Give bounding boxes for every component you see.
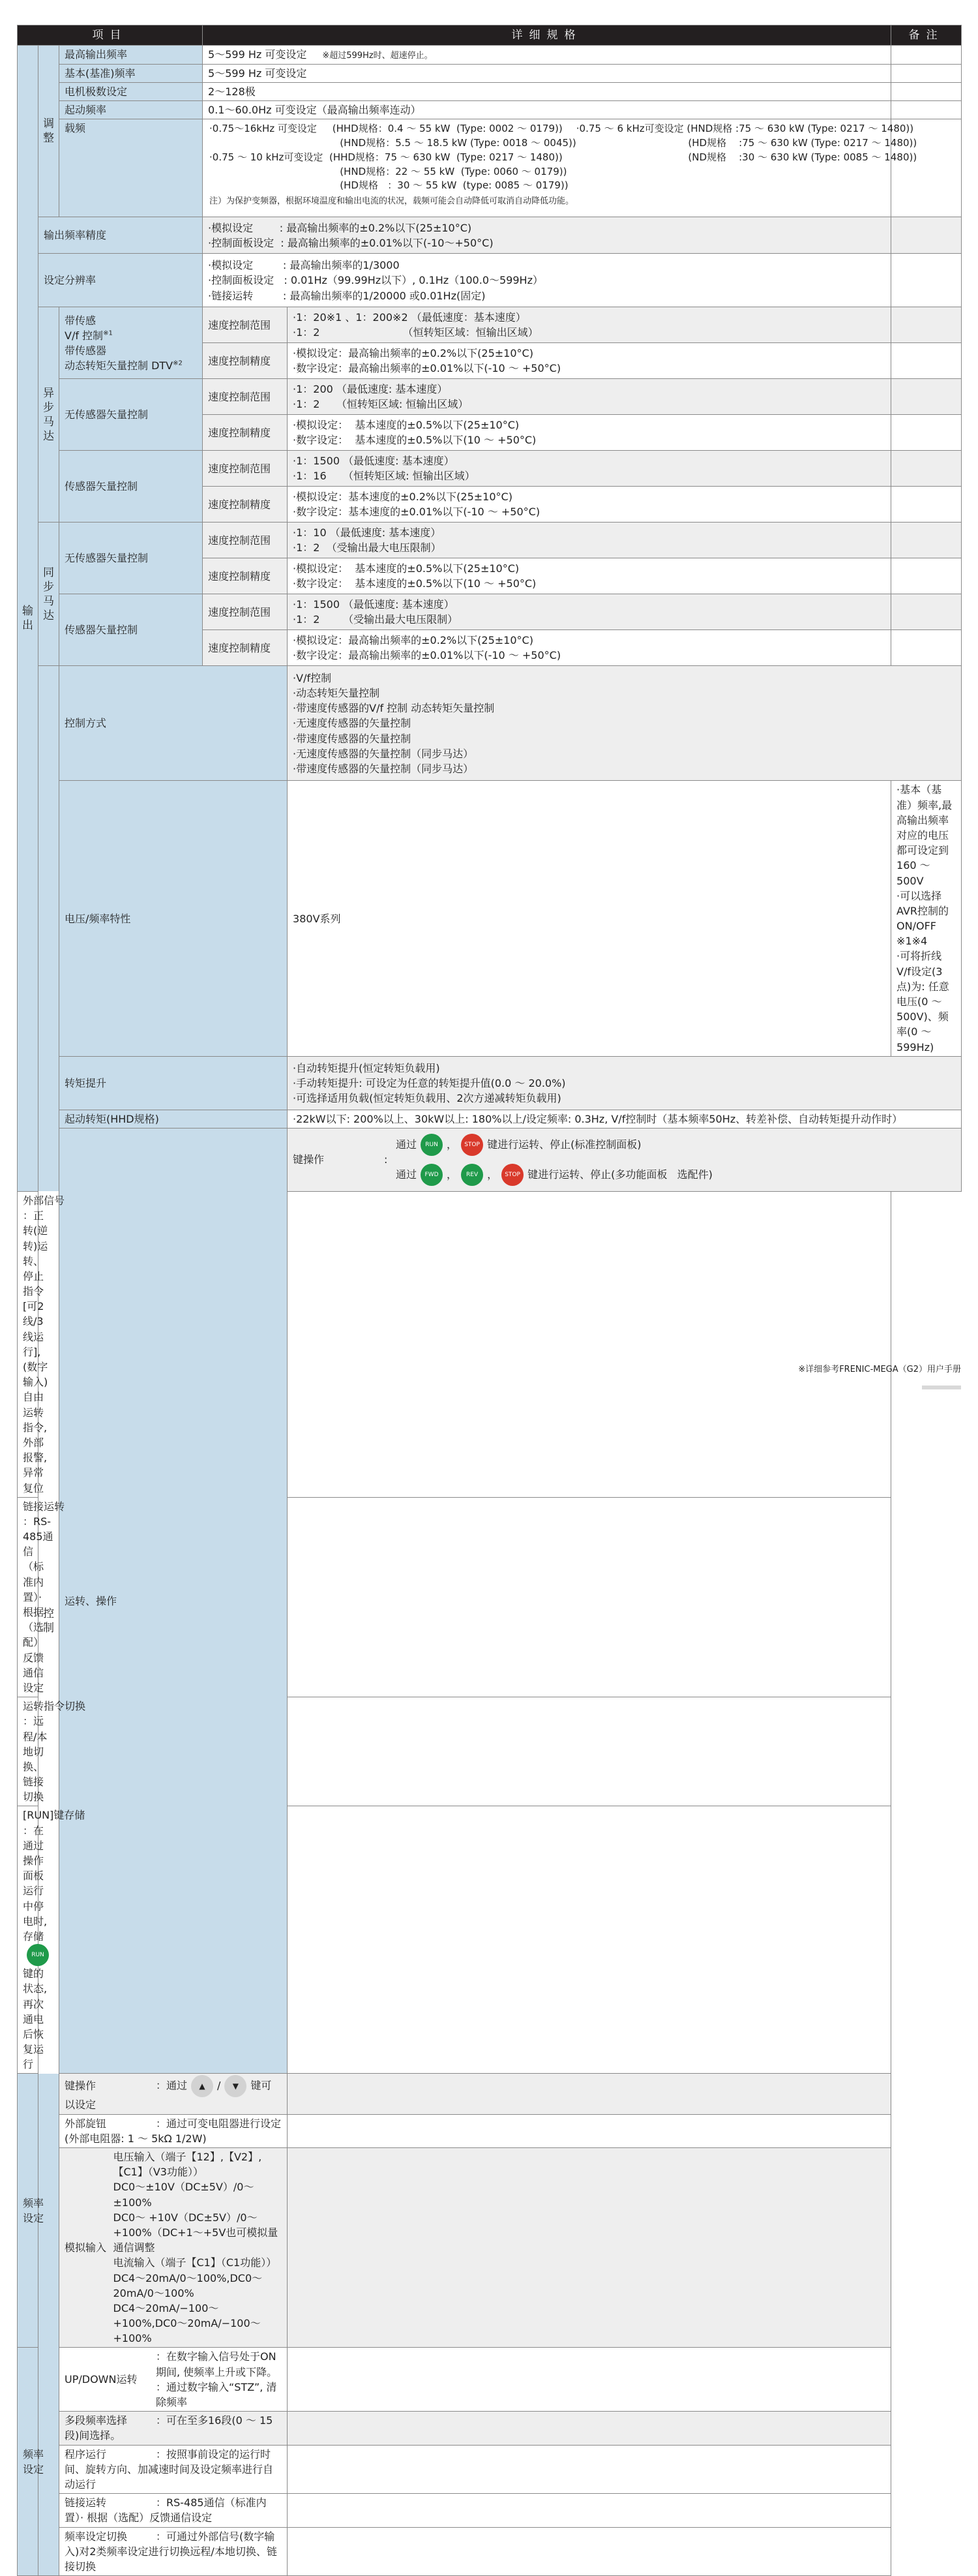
table-row [18,2445,962,2494]
row-spec: ·1：10 （最低速度: 基本速度） ·1：2 （受输出最大电压限制） [288,523,891,558]
row-series: 380V系列 [288,781,891,1056]
row-label: 基本(基准)频率 [59,64,203,82]
row-spec: ·模拟设定： 基本速度的±0.5%以下(25±10°C) ·数字设定： 基本速度的±0.5%以下(10 ～ +50°C) [288,415,891,451]
row-spec: 链接运转：RS-485通信（标准内置）· 根据（选配）反馈通信设定 [18,1497,59,1697]
row-label: 起动转矩(HHD规格) [59,1110,288,1128]
group-sync-motor: 同步马达 [38,523,59,666]
stop-key-icon: STOP [461,1134,483,1156]
row-spec: ·模拟设定：基本速度的±0.2%以下(25±10°C) ·数字设定：基本速度的±0.01%以下(-10 ～ +50°C) [288,487,891,523]
fwd-key-icon: FWD [421,1164,443,1186]
down-key-icon: ▼ [224,2075,246,2097]
table-row [18,119,962,217]
row-spec: 键操作 ：通过 ▲ / ▼ 键可以设定 [59,2074,288,2114]
row-remarks [891,594,962,630]
table-row [18,64,962,82]
sub-label: 运转指令切换 [23,1700,86,1713]
table-row [18,2494,962,2527]
table-row [18,2074,962,2114]
sub-label: 模拟输入 [65,2241,107,2254]
row-remarks [288,2114,891,2147]
rev-key-icon: REV [461,1164,483,1186]
row-label: 无传感器矢量控制 [59,379,203,451]
sub-label: 速度控制精度 [203,415,288,451]
row-spec: ·V/f控制 ·动态转矩矢量控制 ·带速度传感器的V/f 控制 动态转矩矢量控制 ·无速度传感器的矢量控制 ·带速度传感器的矢量控制 ·无速度传感器的矢量控制（同步马达） ·带速度传感器的矢量控制（同步马达） [288,666,962,781]
table-row [18,666,962,781]
table-row [18,217,962,254]
row-label: 频率设定 [18,2348,59,2576]
row-spec: ·模拟设定 : 最高输出频率的1/3000 ·控制面板设定 : 0.01Hz（99.99Hz以下）, 0.1Hz（100.0～599Hz） ·链接运转 : 最高输出频率的1/20000 或0.01Hz(固定) [203,254,891,307]
row-spec: UP/DOWN运转 ：在数字输入信号处于ON期间, 使频率上升或下降。 ：通过数字输入“STZ”, 清除频率 [59,2348,288,2412]
row-spec: ·基本（基准）频率,最高输出频率对应的电压都可设定到160 ～ 500V ·可以选择AVR控制的ON/OFF ※1※4 ·可将折线V/f设定(3点)为: 任意电压(0 ～ 500V)、频率(0 ～ 599Hz) [891,781,962,1056]
row-spec: ·模拟设定：最高输出频率的±0.2%以下(25±10°C) ·数字设定：最高输出频率的±0.01%以下(-10 ～ +50°C) [288,630,891,666]
row-remarks [288,2445,891,2494]
sub-label: 多段频率选择 [65,2414,128,2427]
table-row [18,307,962,343]
row-spec: 频率设定切换 ：可通过外部信号(数字输入)对2类频率设定进行切换远程/本地切换、链接切换 [59,2527,288,2576]
sub-label: [RUN]键存储 [23,1809,85,1822]
sub-label: 速度控制范围 [203,594,288,630]
sub-label: 速度控制精度 [203,630,288,666]
row-remarks [891,101,962,119]
row-remarks [891,379,962,415]
row-remarks [891,343,962,379]
row-remarks [288,2494,891,2527]
stop-key-icon: STOP [501,1164,524,1186]
row-remarks [891,630,962,666]
row-spec: 5～599 Hz 可变设定 ※超过599Hz时、超速停止。 [203,46,891,65]
key-row-multifunction: 通过 FWD ， REV ， STOP 键进行运转、停止(多功能面板 选配件) [396,1160,713,1190]
carrier-note: 注）为保护变频器，根据环境温度和输出电流的状况，载频可能会自动降低可取消自动降低功能。 [209,196,574,207]
group-async-motor: 异步马达 [38,307,59,523]
table-row [18,379,962,415]
group-adjust: 调整 [38,46,59,217]
table-row [18,451,962,487]
sub-label: 速度控制精度 [203,558,288,594]
table-row [18,1056,962,1110]
footnote: ※详细参考FRENIC-MEGA（G2）用户手册 [798,1365,961,1374]
sub-label: 外部信号 [23,1194,65,1207]
row-remarks [891,83,962,101]
row-spec: ·模拟设定：最高输出频率的±0.2%以下(25±10°C) ·数字设定：最高输出频率的±0.01%以下(-10 ～ +50°C) [288,343,891,379]
sub-label: 程序运行 [65,2447,107,2461]
row-label: 载频 [59,119,203,217]
row-note: ※超过599Hz时、超速停止。 [322,51,433,61]
row-spec: 5～599 Hz 可变设定 [203,64,891,82]
carrier-left: ·0.75～16kHz 可变设定 (HHD规格：0.4 ～ 55 kW (Type: 0002 ～ 0179)) (HND规格：5.5 ～ 18.5 kW (Type: 0018 ～ 0045)) ·0.75 ～ 10 kHz可变设定 (HHD规格：75 ～ 630 kW (Type: 0217 ～ 1480)) (HND规格：22 ～ 55 kW (Type: 0060 ～ 0179)) (HD规格 ：30 ～ 55 kW (type: 0085 ～ 0179)) [209,123,576,192]
run-key-icon: RUN [27,1944,49,1966]
row-remarks [288,1497,891,1697]
row-spec: [RUN]键存储：在通过操作面板运行中停电时, 存储RUN键的状态, 再次通电后恢复运行 [18,1806,59,2074]
header-item: 项目 [18,25,203,46]
row-label-vf: 带传感 V/f 控制$^{※1}$ 带传感器 动态转矩矢量控制 DTV$^{※2}$ [59,307,203,379]
table-row [18,254,962,307]
sub-label: 频率设定切换 [65,2530,128,2543]
row-spec: ·1：200 （最低速度: 基本速度） ·1：2 （恒转矩区域: 恒输出区域） [288,379,891,415]
up-key-icon: ▲ [191,2075,213,2097]
sub-label: 键操作 [65,2079,96,2092]
row-remarks [288,1697,891,1806]
row-label: 电机极数设定 [59,83,203,101]
table-row [18,46,962,65]
page-corner-mark [922,1386,961,1389]
row-remarks [891,217,962,254]
row-spec: ·22kW以下: 200%以上、30kW以上: 180%以上/设定频率: 0.3Hz, V/f控制时（基本频率50Hz、转差补偿、自动转矩提升动作时） [288,1110,962,1128]
group-control: 控制 [38,666,59,2576]
sub-label: 键操作 [293,1153,325,1166]
row-remarks [288,2148,891,2348]
row-label: 传感器矢量控制 [59,594,203,666]
table-row [18,2412,962,2445]
row-remarks [891,254,962,307]
sub-label: 速度控制范围 [203,379,288,415]
row-label: 传感器矢量控制 [59,451,203,523]
table-row [18,1110,962,1128]
row-label: 起动频率 [59,101,203,119]
row-spec: 多段频率选择 ：可在至多16段(0 ～ 15段)间选择。 [59,2412,288,2445]
sub-label: 速度控制精度 [203,487,288,523]
table-row [18,523,962,558]
sub-label: 速度控制范围 [203,307,288,343]
row-spec: 外部信号：正转(逆转)运转、停止指令[可2线/3线运行], (数字输入)自由运转指令, 外部报警, 异常复位 [18,1191,59,1497]
group-output: 输出 [18,46,38,1192]
row-spec: ·模拟设定 : 最高输出频率的±0.2%以下(25±10°C) ·控制面板设定 : 最高输出频率的±0.01%以下(-10～+50°C) [203,217,891,254]
row-label: 无传感器矢量控制 [59,523,203,594]
row-spec: 程序运行 ：按照事前设定的运行时间、旋转方向、加减速时间及设定频率进行自动运行 [59,2445,288,2494]
header-remarks: 备注 [891,25,962,46]
table-row [18,1128,962,1191]
row-remarks [891,451,962,487]
row-label: 转矩提升 [59,1056,288,1110]
row-spec: ·自动转矩提升(恒定转矩负载用) ·手动转矩提升: 可设定为任意的转矩提升值(0.0 ～ 20.0%) ·可选择适用负载(恒定转矩负载用、2次方递减转矩负载用) [288,1056,962,1110]
row-remarks [288,2527,891,2576]
row-remarks [891,307,962,343]
sub-label: 速度控制范围 [203,451,288,487]
row-remarks [288,1806,891,2074]
table-row [18,2114,962,2147]
table-row [18,2148,962,2348]
row-spec: 链接运转 ：RS-485通信（标准内置）· 根据（选配）反馈通信设定 [59,2494,288,2527]
table-row [18,101,962,119]
sub-label: 链接运转 [23,1500,65,1513]
row-remarks [288,1191,891,1497]
spec-table [17,25,962,2576]
row-spec: 模拟输入 电压输入（端子【12】,【V2】,【C1】（V3功能）） DC0～±10V（DC±5V）/0～±100% DC0～ +10V（DC±5V）/0～+100%（DC+1～+5V也可模拟量通信调整 电流输入（端子【C1】（C1功能）） DC4～20mA/0～100%,DC0～20mA/0～100% DC4～20mA/−100～+100%,DC0～20mA/−100～+100% [59,2148,288,2348]
row-remarks [891,64,962,82]
key-row-panel: 通过 RUN ， STOP 键进行运转、停止(标准控制面板) [396,1130,713,1160]
row-label: 电压/频率特性 [59,781,288,1056]
row-remarks [891,558,962,594]
row-spec: ·1：20※1 、1：200※2 （最低速度：基本速度） ·1：2 （恒转矩区域：恒输出区域） [288,307,891,343]
sub-label: 链接运转 [65,2496,107,2509]
row-spec: ·1：1500 （最低速度: 基本速度） ·1：16 （恒转矩区域: 恒输出区域） [288,451,891,487]
row-remarks [288,2412,891,2445]
table-row [18,594,962,630]
row-spec: 外部旋钮 ：通过可变电阻器进行设定(外部电阻器: 1 ～ 5kΩ 1/2W) [59,2114,288,2147]
row-remarks [891,415,962,451]
sub-label: 外部旋钮 [65,2117,107,2130]
row-spec: ·模拟设定： 基本速度的±0.5%以下(25±10°C) ·数字设定： 基本速度的±0.5%以下(10 ～ +50°C) [288,558,891,594]
row-label: 最高输出频率 [59,46,203,65]
row-remarks [891,46,962,65]
run-key-icon: RUN [421,1134,443,1156]
header-spec: 详细规格 [203,25,891,46]
table-row [18,781,962,1056]
row-label: 运转、操作 [59,1128,288,2074]
table-row [18,83,962,101]
table-row [18,2527,962,2576]
row-label: 输出频率精度 [38,217,203,254]
sub-label: UP/DOWN运转 [65,2373,138,2386]
row-remarks [288,2348,891,2412]
key-op-spec: 键操作 : 通过 RUN ， STOP 键进行运转、停止(标准控制面板) 通过 FWD ， REV ， STOP 键进行运转、停止(多功能面板 选配件) [288,1128,962,1191]
row-remarks [891,487,962,523]
row-label: 设定分辨率 [38,254,203,307]
row-spec: 2～128极 [203,83,891,101]
row-spec: 0.1～60.0Hz 可变设定（最高输出频率连动） [203,101,891,119]
row-spec: ·1：1500 （最低速度: 基本速度） ·1：2 （受输出最大电压限制） [288,594,891,630]
carrier-spec [203,119,917,217]
table-header [18,25,962,46]
row-spec: 运转指令切换：远程/本地切换、链接切换 [18,1697,59,1806]
row-remarks [891,523,962,558]
row-label: 控制方式 [59,666,288,781]
row-label: 频率设定 [18,2074,59,2348]
carrier-right: ·0.75 ～ 6 kHz可变设定 (HND规格 :75 ～ 630 kW (Type: 0217 ～ 1480)) (HD规格 :75 ～ 630 kW (Type: 0217 ～ 1480)) (ND规格 :30 ～ 630 kW (Type: 0085 ～ 1480)) [576,123,917,163]
row-remarks [288,2074,891,2114]
sub-label: 速度控制精度 [203,343,288,379]
table-row [18,2348,962,2412]
sub-label: 速度控制范围 [203,523,288,558]
